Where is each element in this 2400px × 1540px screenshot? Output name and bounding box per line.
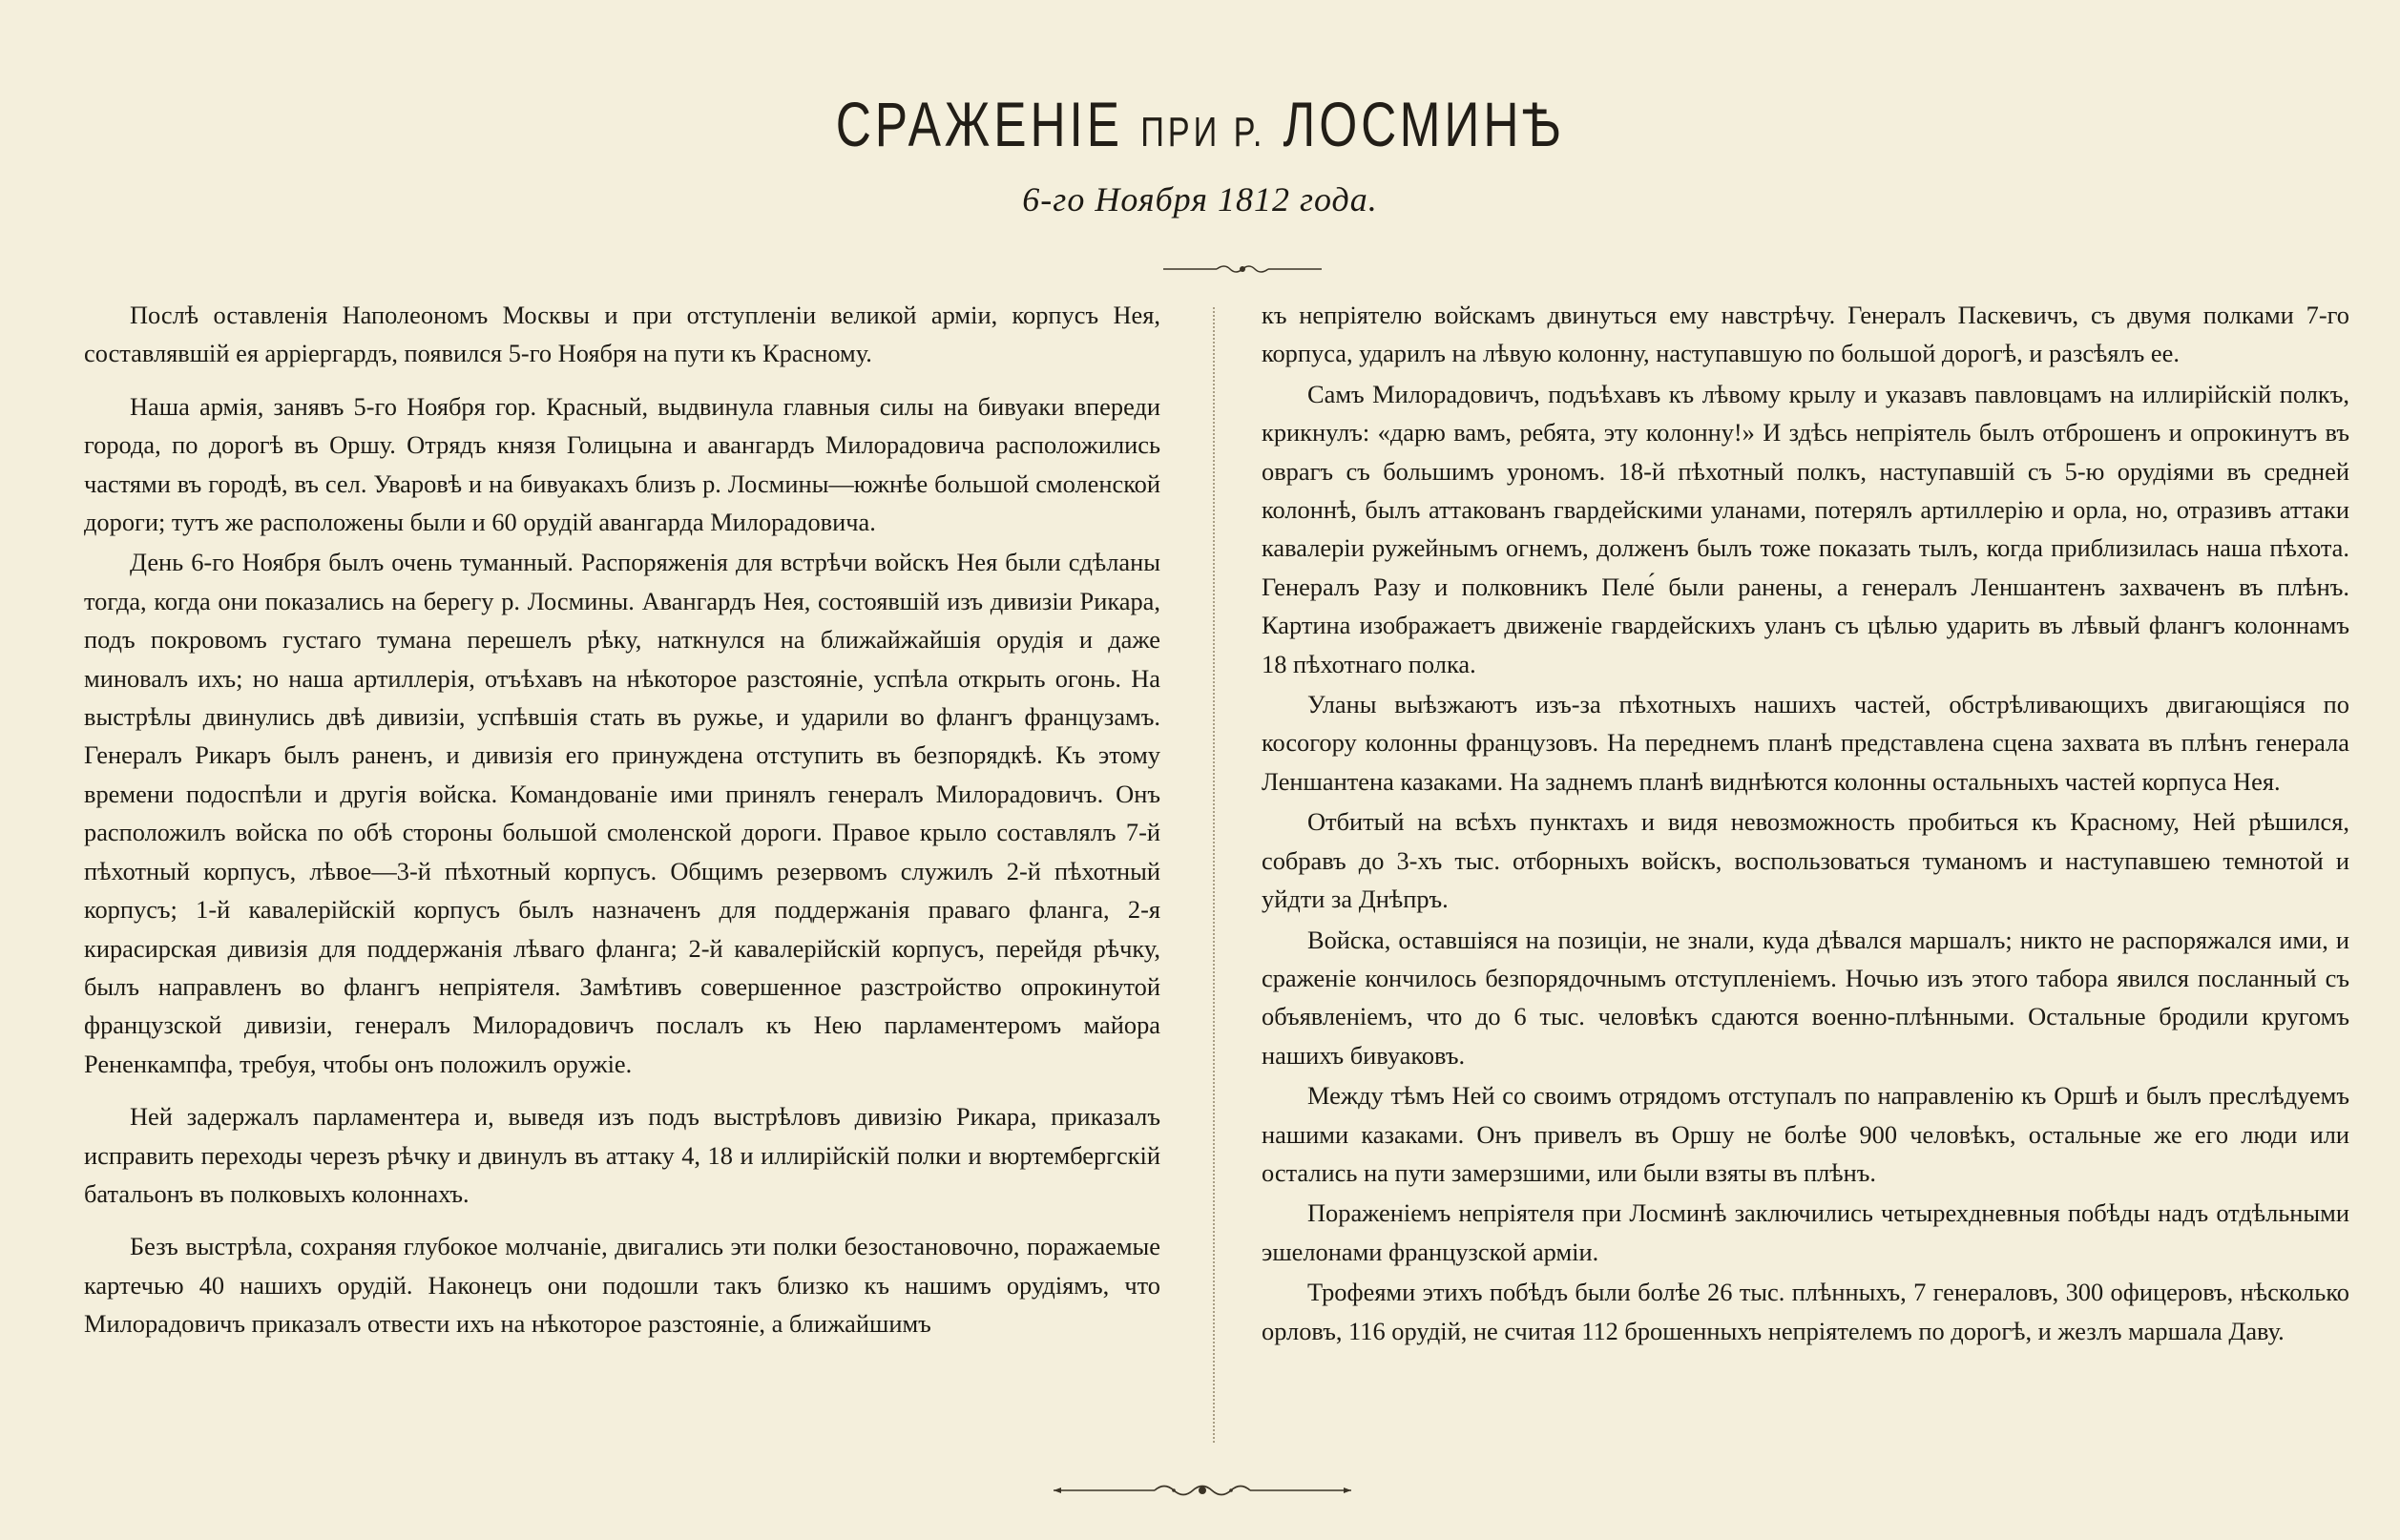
paragraph: Отбитый на всѣхъ пунктахъ и видя невозможность пробиться къ Красному, Ней рѣшился, собравъ до 3-хъ тыс. отборныхъ войскъ, воспользоваться туманомъ и наступавшею темнотой и уйдти за Днѣпръ.	[1262, 807, 2349, 914]
paragraph: Послѣ оставленія Наполеономъ Москвы и при отступленіи великой арміи, корпусъ Нея, составлявшій ея арріергардъ, появился 5-го Ноября на пути къ Красному.	[84, 301, 1160, 368]
paragraph: Войска, оставшіяся на позиціи, не знали, куда дѣвался маршалъ; никто не распоряжался ими, и сраженіе кончилось безпорядочнымъ отступленіемъ. Ночью изъ этого табора явился посланный съ объявленіемъ, что до 6 тыс. человѣкъ сдаются военно-плѣнными. Остальные бродили кругомъ нашихъ бивуаковъ.	[1262, 925, 2349, 1070]
title-mid: ПРИ Р.	[1140, 109, 1266, 156]
ornament-bottom-icon	[1050, 1481, 1355, 1500]
paragraph: Уланы выѣзжаютъ изъ-за пѣхотныхъ нашихъ частей, обстрѣливающихъ двигающіяся по косогору колонны французовъ. На переднемъ планѣ представлена сцена захвата въ плѣнъ генерала Леншантена казаками. На заднемъ планѣ виднѣются колонны остальныхъ частей корпуса Нея.	[1262, 690, 2349, 796]
paragraph: Между тѣмъ Ней со своимъ отрядомъ отступалъ по направленію къ Оршѣ и былъ преслѣдуемъ нашими казаками. Онъ привелъ въ Оршу не болѣе 900 человѣкъ, остальные же его люди или остались на пути замерзшими, или были взяты въ плѣнъ.	[1262, 1081, 2349, 1187]
paragraph: Самъ Милорадовичъ, подъѣхавъ къ лѣвому крылу и указавъ павловцамъ на иллирійскій полкъ, крикнулъ: «дарю вамъ, ребята, эту колонну!» И здѣсь непріятель былъ отброшенъ и опрокинутъ въ оврагъ съ большимъ урономъ. 18-й пѣхотный полкъ, наступавшій съ 5-ю орудіями въ средней колоннѣ, былъ аттакованъ гвардейскими уланами, потерялъ артиллерію и орла, но, отразивъ аттаки кавалеріи ружейнымъ огнемъ, долженъ былъ тоже показать тылъ, когда приблизилась наша пѣхота. Генералъ Разу и полковникъ Пеле́ были ранены, а генералъ Леншантенъ захваченъ въ плѣнъ. Картина изображаетъ движеніе гвардейскихъ уланъ съ цѣлью ударить въ лѣвый флангъ колоннамъ 18 пѣхотнаго полка.	[1262, 379, 2349, 678]
paragraph: День 6-го Ноября былъ очень туманный. Распоряженія для встрѣчи войскъ Нея были сдѣланы тогда, когда они показались на берегу р. Лосмины. Авангардъ Нея, состоявшій изъ дивизіи Рикара, подъ покровомъ густаго тумана перешелъ рѣку, наткнулся на ближайжайшія орудія и даже миновалъ ихъ; но наша артиллерія, отъѣхавъ на нѣкоторое разстояніе, успѣла открыть огонь. На выстрѣлы двинулись двѣ дивизіи, успѣвшія стать въ ружье, и ударили во флангъ французамъ. Генералъ Рикаръ былъ раненъ, и дивизія его принуждена отступить въ безпорядкѣ. Къ этому времени подоспѣли и другія войска. Командованіе ими принялъ генералъ Милорадовичъ. Онъ расположилъ войска по обѣ стороны большой смоленской дороги. Правое крыло составлялъ 7-й пѣхотный корпусъ, лѣвое—3-й пѣхотный корпусъ. Общимъ резервомъ служилъ 2-й пѣхотный корпусъ; 1-й кавалерійскій корпусъ былъ назначенъ для поддержанія праваго фланга, 2-я кирасирская дивизія для поддержанія лѣваго фланга; 2-й кавалерійскій корпусъ, перейдя рѣчку, былъ направленъ во флангъ непріятеля. Замѣтивъ совершенное разстройство опрокинутой французской дивизіи, генералъ Милорадовичъ послалъ къ Нею парламентеромъ майора Рененкампфа, требуя, чтобы онъ положилъ оружіе.	[84, 548, 1160, 1078]
paragraph: Ней задержалъ парламентера и, выведя изъ подъ выстрѣловъ дивизію Рикара, приказалъ исправить переходы черезъ рѣчку и двинулъ въ аттаку 4, 18 и иллирійскій полки и вюртембергскій батальонъ въ полковыхъ колоннахъ.	[84, 1102, 1160, 1208]
column-divider	[1213, 307, 1215, 1443]
right-text-column	[1262, 296, 2349, 1352]
page-subtitle: 6-го Ноября 1812 года.	[1022, 180, 1378, 219]
paragraph: Пораженіемъ непріятеля при Лосминѣ заключились четырехдневныя побѣды надъ отдѣльными эшелонами французской арміи.	[1262, 1198, 2349, 1266]
paragraph: къ непріятелю войскамъ двинуться ему навстрѣчу. Генералъ Паскевичъ, съ двумя полками 7-го корпуса, ударилъ на лѣвую колонну, наступавшую по большой дорогѣ, и разсѣялъ ее.	[1262, 301, 2349, 368]
paragraph: Наша армія, занявъ 5-го Ноября гор. Красный, выдвинула главныя силы на бивуаки впереди города, по дорогѣ въ Оршу. Отрядъ князя Голицына и авангардъ Милорадовича расположились частями въ городѣ, въ сел. Уваровѣ и на бивуакахъ близъ р. Лосмины—южнѣе большой смоленской дороги; тутъ же расположены были и 60 орудій авангарда Милорадовича.	[84, 391, 1160, 537]
ornament-top-icon	[1161, 262, 1324, 276]
paragraph: Безъ выстрѣла, сохраняя глубокое молчаніе, двигались эти полки безостановочно, поражаемые картечью 40 нашихъ орудій. Наконецъ они подошли такъ близко къ нашимъ орудіямъ, что Милорадовичъ приказалъ отвести ихъ на нѣкоторое разстояніе, а ближайшимъ	[84, 1232, 1160, 1339]
title-place: ЛОСМИНѢ	[1283, 89, 1565, 159]
title-main: СРАЖЕНІЕ	[835, 89, 1123, 159]
paragraph: Трофеями этихъ побѣдъ были болѣе 26 тыс. плѣнныхъ, 7 генераловъ, 300 офицеровъ, нѣсколько орловъ, 116 орудій, не считая 112 брошенныхъ непріятелемъ по дорогѣ, и жезлъ маршала Даву.	[1262, 1278, 2349, 1345]
left-text-column	[84, 296, 1160, 1358]
page-title	[0, 88, 2400, 160]
